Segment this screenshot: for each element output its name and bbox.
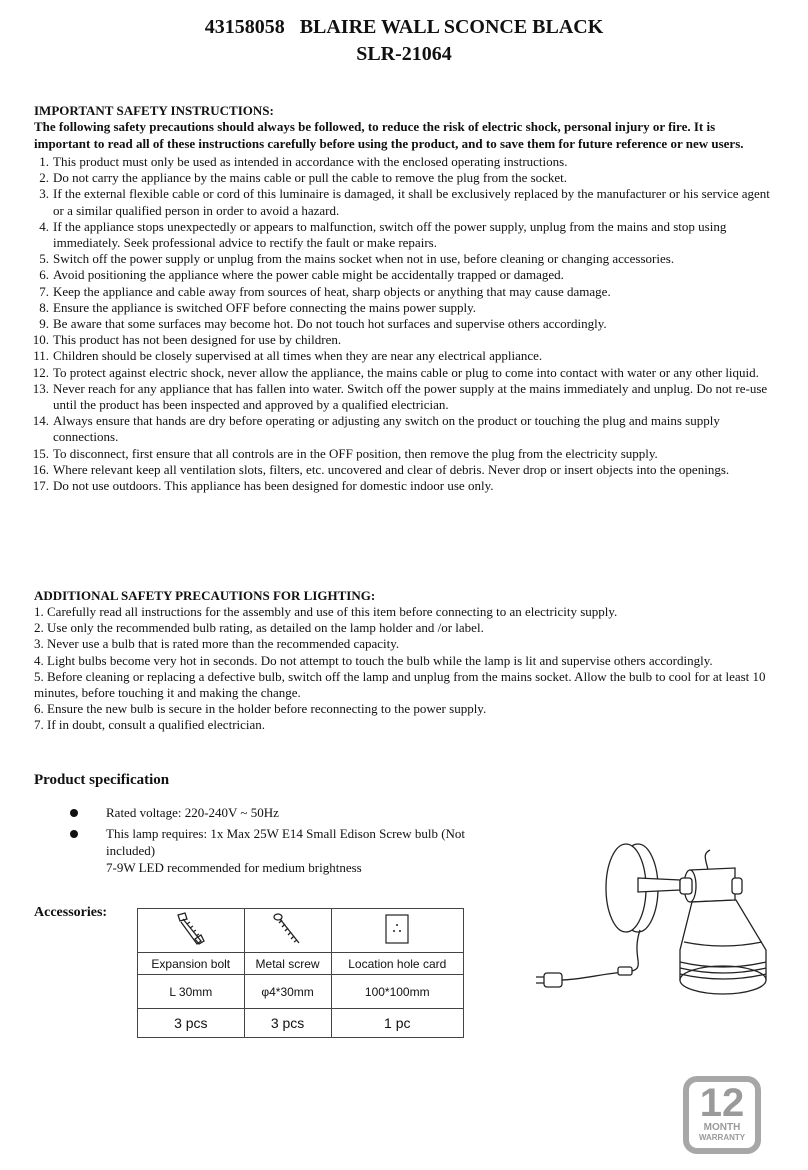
safety-item-text: Never reach for any appliance that has fallen into water. Switch off the power supply at the mains immediately and unplug. Do not re-use until the product has been inspected and approved by a qualified electrician. [53,380,768,413]
safety-item [34,446,774,462]
safety-section [34,103,774,494]
warranty-label: WARRANTY [698,1133,746,1142]
warranty-number: 12 [699,1081,745,1125]
safety-item-number: 11. [33,348,49,364]
page-title [0,14,808,68]
spec-list [70,804,490,880]
safety-intro: The following safety precautions should always be followed, to reduce the risk of electric shock, personal injury or fire. It is important to read all of these instructions carefully before using the product, and to save them for future reference or new users. [34,119,744,151]
safety-item [34,267,774,283]
spec-title: Product specification [34,772,170,788]
spec-bulb: This lamp requires: 1x Max 25W E14 Small Edison Screw bulb (Not included) [106,826,466,858]
safety-item [34,478,774,494]
lighting-heading: ADDITIONAL SAFETY PRECAUTIONS FOR LIGHTING: [34,588,376,603]
safety-item-number: 14. [32,413,49,429]
safety-item-number: 3. [39,186,49,202]
bullet-icon [70,830,78,838]
bullet-icon [70,809,78,817]
expansion-bolt-icon [174,911,208,947]
safety-item-number: 9. [39,316,49,332]
title-line-1: 43158058 BLAIRE WALL SCONCE BLACK [204,16,604,38]
location-card-icon [380,911,414,947]
safety-item-text: Children should be closely supervised at all times when they are near any electrical appliance. [53,348,543,364]
accessory-name: Metal screw [244,953,331,975]
warranty-badge [683,1076,761,1154]
safety-item-number: 17. [32,478,49,494]
lighting-item: 5. Before cleaning or replacing a defective bulb, switch off the lamp and unplug from the mains socket. Allow the bulb to cool for at least 10 minutes, before touching it and making the change. [34,668,766,701]
spec-item [70,825,490,876]
safety-item [34,219,774,251]
accessory-size: 100*100mm [331,975,463,1009]
lighting-list [34,604,774,734]
safety-item-number: 12. [32,364,49,380]
icon-cell [138,909,245,953]
safety-item [34,316,774,332]
safety-item-text: Do not use outdoors. This appliance has been designed for domestic indoor use only. [53,478,494,494]
safety-item-text: This product has not been designed for use by children. [53,332,342,348]
safety-item-number: 8. [39,299,49,315]
safety-item-number: 4. [39,218,49,234]
spec-voltage: Rated voltage: 220-240V ~ 50Hz [106,805,279,820]
metal-screw-icon [271,911,305,947]
safety-item-text: Where relevant keep all ventilation slots, filters, etc. uncovered and clear of debris. Never drop or insert objects into the openings. [53,461,730,477]
safety-item-text: Be aware that some surfaces may become hot. Do not touch hot surfaces and supervise others accordingly. [53,316,607,332]
wall-sconce-illustration [530,830,780,1020]
safety-list [34,154,774,494]
safety-item-number: 13. [32,380,49,396]
safety-item-number: 2. [39,170,49,186]
accessory-name: Location hole card [331,953,463,975]
safety-item-number: 1. [39,154,49,169]
safety-item [34,170,774,186]
safety-item-text: Switch off the power supply or unplug from the mains socket when not in use, before cleaning or changing accessories. [53,251,675,267]
safety-item-text: Avoid positioning the appliance where the power cable might be accidentally trapped or damaged. [53,267,564,283]
lighting-item: 6. Ensure the new bulb is secure in the holder before reconnecting to the power supply. [34,701,487,717]
safety-heading: IMPORTANT SAFETY INSTRUCTIONS: [34,103,274,118]
safety-item-number: 16. [32,461,49,477]
safety-item-text: To disconnect, first ensure that all controls are in the OFF position, then remove the plug from the electricity supply. [53,445,658,461]
safety-item-text: Always ensure that hands are dry before operating or adjusting any switch on the product or touching the plug and mains supply connections. [53,413,720,445]
accessory-size: L 30mm [138,975,245,1009]
safety-item [34,332,774,348]
safety-item [34,300,774,316]
safety-item [34,251,774,267]
lighting-item: 4. Light bulbs become very hot in seconds. Do not attempt to touch the bulb while the lamp is lit and supervise others accordingly. [34,652,713,668]
lighting-section [34,588,774,734]
safety-item [34,413,774,445]
accessory-qty: 3 pcs [244,1009,331,1038]
safety-item [34,365,774,381]
safety-item-text: This product must only be used as intended in accordance with the enclosed operating instructions. [53,154,568,169]
safety-item [34,381,774,413]
lighting-item: 3. Never use a bulb that is rated more than the recommended capacity. [34,636,400,652]
accessory-size: φ4*30mm [244,975,331,1009]
accessory-name: Expansion bolt [138,953,245,975]
safety-item-number: 15. [32,445,49,461]
accessories-title: Accessories: [34,905,108,920]
safety-item [34,462,774,478]
warranty-month: MONTH [703,1122,741,1133]
spec-led: 7-9W LED recommended for medium brightness [106,860,362,875]
accessories-table [137,908,464,1038]
lighting-item: 1. Carefully read all instructions for the assembly and use of this item before connecting to an electricity supply. [34,604,618,619]
safety-item-number: 10. [32,332,49,348]
safety-item-number: 6. [39,267,49,283]
safety-item-text: If the appliance stops unexpectedly or appears to malfunction, switch off the power supply, unplug from the mains and stop using immediately. Seek professional advice to rectify the fault or make repairs. [53,218,727,251]
icon-cell [244,909,331,953]
accessory-qty: 1 pc [331,1009,463,1038]
accessory-qty: 3 pcs [138,1009,245,1038]
safety-item-text: If the external flexible cable or cord of this luminaire is damaged, it shall be exclusively replaced by the manufacturer or his service agent or a similar qualified person in order to avoid a hazard. [53,186,770,218]
safety-item [34,186,774,218]
lighting-item: 7. If in doubt, consult a qualified electrician. [34,717,266,733]
lighting-item: 2. Use only the recommended bulb rating, as detailed on the lamp holder and /or label. [34,620,484,636]
safety-item-number: 7. [39,283,49,299]
spec-item [70,804,490,821]
safety-item [34,154,774,170]
safety-item [34,348,774,364]
safety-item-number: 5. [39,251,49,267]
icon-cell [331,909,463,953]
safety-item-text: To protect against electric shock, never allow the appliance, the mains cable or plug to come into contact with water or any other liquid. [53,364,759,380]
title-line-2: SLR-21064 [356,43,452,65]
safety-item-text: Ensure the appliance is switched OFF before connecting the mains power supply. [53,299,476,315]
safety-item-text: Keep the appliance and cable away from sources of heat, sharp objects or anything that may cause damage. [53,283,611,299]
safety-item [34,284,774,300]
safety-item-text: Do not carry the appliance by the mains cable or pull the cable to remove the plug from the socket. [53,170,568,186]
